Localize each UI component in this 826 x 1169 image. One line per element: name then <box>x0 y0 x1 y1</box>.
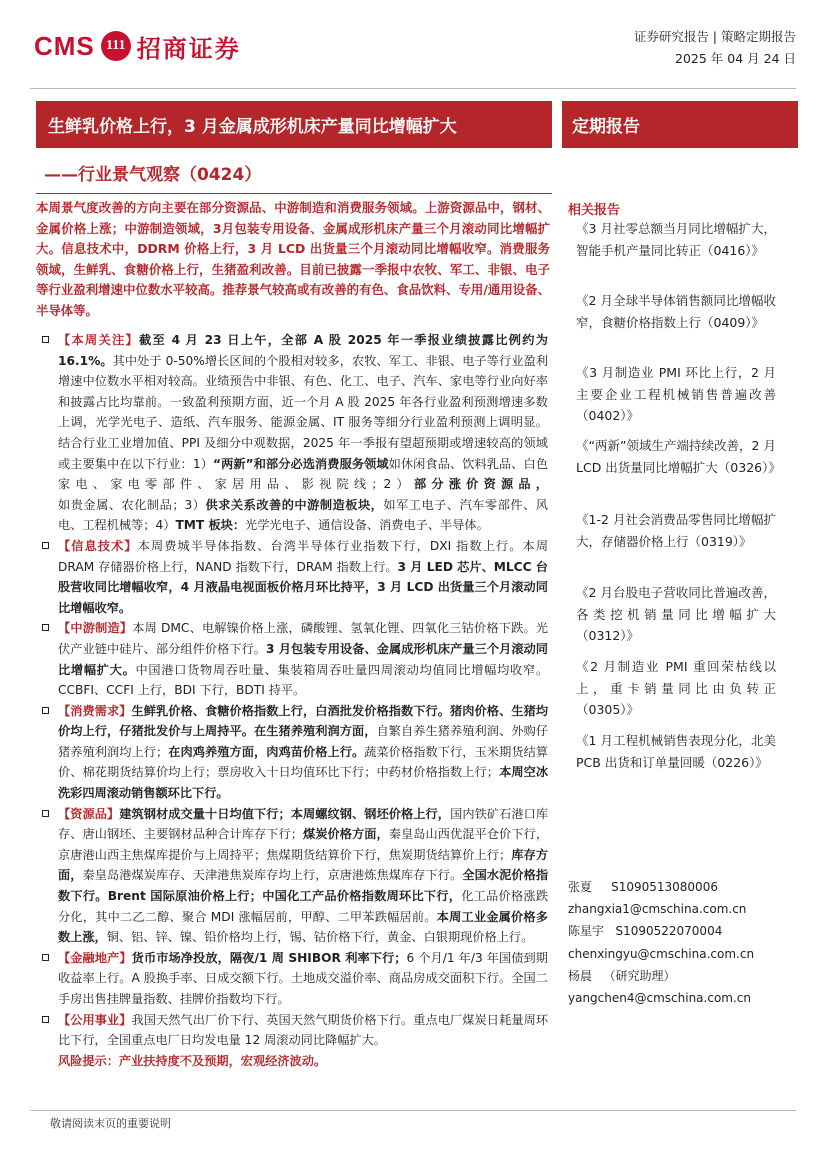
section-resources <box>40 804 548 948</box>
risk-warning: 风险提示：产业扶持度不及预期，宏观经济波动。 <box>58 1053 327 1068</box>
side-label: 定期报告 <box>562 101 798 148</box>
logo-text: CMS <box>34 30 95 61</box>
bold-text: 煤炭价格方面， <box>302 827 389 842</box>
bold-text: 库存方面， <box>58 847 549 883</box>
section-tag: 【消费需求】 <box>58 703 132 718</box>
bold-text: 建筑钢材成交量十日均值下行；本周螺纹钢、钢坯价格上行， <box>119 806 451 821</box>
bold-text: 部分涨价资源品， <box>413 477 548 492</box>
analyst-name: 张夏 <box>568 880 593 894</box>
bullet-square-icon <box>42 336 49 343</box>
company-logo <box>34 28 241 64</box>
bold-text: 截至 4 月 23 日上午，全部 A 股 2025 年一季报业绩披露比例约为 16.1%。 <box>58 333 548 368</box>
section-consumer-demand <box>40 701 548 804</box>
bold-text: 在肉鸡养殖方面，肉鸡苗价格上行。 <box>168 744 365 759</box>
bold-text: 生鲜乳价格、食糖价格指数上行，白酒批发价格指数下行。猪肉价格、生猪均价均上行，仔猪批发价与上周持平。在生猪养殖利润方面， <box>58 703 549 739</box>
related-report-link[interactable]: 《3 月社零总额当月同比增幅扩大，智能手机产量同比转正（0416）》 <box>576 221 776 258</box>
bold-text: 全国水泥价格指数下行。Brent 国际原油价格上行；中国化工产品价格指数周环比下行， <box>58 868 549 904</box>
summary-paragraph: 本周景气度改善的方向主要在部分资源品、中游制造和消费服务领域。上游资源品中，钢材、金属价格上涨；中游制造领域，3月包装专用设备、金属成形机床产量三个月滚动同比增幅扩大。信息技术中，DDRM 价格上行，3 月 LCD 出货量三个月滚动同比增幅收窄。消费服务领域，生鲜乳、食糖价格上行，生猪盈利改善。目前已披露一季报中农牧、军工、非银、电子等行业盈利增速中位数水平较高。推荐景气较高或有改善的有色、食品饮料、专用/通用设备、半导体等。 <box>36 200 550 318</box>
body-text: 如军工电子、汽车零部件、风电、工程机械等；4） <box>58 497 548 533</box>
body-text: 其中处于 0-50%增长区间的个股相对较多，农牧、军工、非银、电子等行业盈利增速中位数水平相对较高。业绩预告中非银、有色、化工、电子、汽车、家电等行业向好率和披露占比均靠前。一致盈利预期方面，近一个月 A 股 2025 年各行业盈利预测增速多数上调，光学光电子、造纸、汽车服务、能源金属、IT 服务等细分行业盈利预测上调明显。结合行业工业增加值、PPI 及细分中观数据，2025 年一季报有望超预期或增速较高的领域或主要集中在以下行业：1） <box>58 353 548 471</box>
bullet-square-icon <box>42 954 49 961</box>
related-report-link[interactable]: 《“两新”领域生产端持续改善，2 月 LCD 出货量同比增幅扩大（0326）》 <box>576 438 781 475</box>
related-report-link[interactable]: 《1-2 月社会消费品零售同比增幅扩大，存储器价格上行（0319）》 <box>576 512 776 549</box>
bullet-square-icon <box>42 624 49 631</box>
body-text: 秦皇岛港煤炭库存、天津港焦炭库存均上行，京唐港炼焦煤库存下行。 <box>82 868 463 883</box>
header-meta <box>634 26 796 70</box>
analyst-email[interactable]: yangchen4@cmschina.com.cn <box>568 991 751 1006</box>
report-date: 2025 年 04 月 24 日 <box>675 51 796 66</box>
report-subtitle: ——行业景气观察（0424） <box>44 165 262 185</box>
analyst-id: S1090513080006 <box>611 880 718 894</box>
footer-note: 敬请阅读末页的重要说明 <box>50 1117 171 1130</box>
report-type: 证券研究报告 | 策略定期报告 <box>633 29 796 44</box>
related-report-link[interactable]: 《2 月全球半导体销售额同比增幅收窄，食糖价格指数上行（0409）》 <box>576 293 776 330</box>
body-text: 我国天然气出厂价下行、英国天然气期货价格下行。重点电厂煤炭日耗量周环比下行，全国重点电厂日均发电量 12 周滚动同比降幅扩大。 <box>58 1012 549 1048</box>
section-tag: 【公用事业】 <box>58 1012 132 1027</box>
bullet-square-icon <box>42 542 49 549</box>
section-information-technology <box>40 536 548 618</box>
body-text: 光学光电子、通信设备、消费电子、半导体。 <box>245 518 489 533</box>
bold-text: “两新”和部分必选消费服务领域 <box>213 456 389 471</box>
report-title: 生鲜乳价格上行，3 月金属成形机床产量同比增幅扩大 <box>36 101 552 148</box>
body-text: 中国港口货物周吞吐量、集装箱周吞吐量四周滚动均值同比增幅均收窄。CCBFI、CCFI 上行，BDI 下行，BDTI 持平。 <box>58 662 549 698</box>
section-tag: 【本周关注】 <box>58 333 140 347</box>
bold-text: 货币市场净投放，隔夜/1 周 SHIBOR 利率下行； <box>131 950 407 965</box>
logo-badge-icon: 111 <box>101 31 131 61</box>
section-tag: 【信息技术】 <box>58 538 138 553</box>
analyst-entry <box>568 920 798 942</box>
body-text: 化工品价格涨跌分化，其中二乙二醇、聚合 MDI 涨幅居前，甲醇、二甲苯跌幅居前。 <box>58 889 549 924</box>
section-tag: 【中游制造】 <box>58 621 133 636</box>
related-reports-title: 相关报告 <box>568 203 621 218</box>
section-midstream-manufacturing <box>40 618 548 700</box>
bold-text: 本周工业金属价格多数上涨， <box>58 909 549 945</box>
related-report-link[interactable]: 《1 月工程机械销售表现分化，北美 PCB 出货和订单量回暖（0226）》 <box>576 733 776 770</box>
bold-text: 3 月 LED 芯片、MLCC 台股营收同比增幅收窄，4 月液晶电视面板价格月环比持平，3 月 LCD 出货量三个月滚动同比增幅收窄。 <box>58 559 548 615</box>
analyst-id: S1090522070004 <box>615 924 723 939</box>
body-text: 本周 DMC、电解镍价格上涨，磷酸锂、氢氧化锂、四氧化三钴价格下跌。光伏产业链中硅片、部分组件价格下行。 <box>58 621 548 656</box>
body-text: 自繁自养生猪养殖利润、外购仔猪养殖利润均上行； <box>58 724 549 759</box>
analyst-name: 杨晨 <box>568 968 593 983</box>
bold-text: 供求关系改善的中游制造板块， <box>205 497 384 512</box>
analyst-name: 陈星宇 <box>568 924 605 939</box>
body-text: 国内铁矿石港口库存、唐山钢坯、主要钢材品种合计库存下行； <box>58 806 549 842</box>
main-body <box>40 330 548 1071</box>
body-text: 铜、铝、锌、镍、铅价格均上行，锡、钴价格下行，黄金、白银期现价格上行。 <box>106 930 534 945</box>
related-report-link[interactable]: 《2 月制造业 PMI 重回荣枯线以上，重卡销量同比由负转正（0305）》 <box>576 659 776 717</box>
analyst-role: （研究助理） <box>603 968 676 983</box>
body-text: 如贵金属、农化制品；3） <box>58 497 206 512</box>
section-finance-real-estate <box>40 948 548 1010</box>
analyst-entry <box>568 965 798 987</box>
header-divider <box>30 88 796 89</box>
section-tag: 【资源品】 <box>58 806 120 821</box>
bullet-square-icon <box>42 1016 49 1023</box>
analyst-entry <box>568 876 798 898</box>
body-text: 秦皇岛山西优混平仓价下行，京唐港山西主焦煤库提价与上周持平；焦煤期货结算价下行，焦炭期货结算价上行； <box>58 827 549 862</box>
bold-text: 本周空冰洗彩四周滚动销售额环比下行。 <box>58 765 549 801</box>
bullet-square-icon <box>42 707 49 714</box>
bullet-square-icon <box>42 810 49 817</box>
footer-divider <box>30 1110 796 1111</box>
related-report-link[interactable]: 《2 月台股电子营收同比普遍改善，各类挖机销量同比增幅扩大（0312）》 <box>576 585 776 643</box>
body-text: 本周费城半导体指数、台湾半导体行业指数下行，DXI 指数上行。本周 DRAM 存储器价格上行，NAND 指数下行，DRAM 指数上行。 <box>58 538 549 574</box>
analyst-list <box>568 876 798 1009</box>
section-tag: 【金融地产】 <box>58 950 132 965</box>
analyst-email[interactable]: zhangxia1@cmschina.com.cn <box>568 902 747 917</box>
body-text: 蔬菜价格指数下行，玉米期货结算价、棉花期货结算价均上行；票房收入十日均值环比下行；中药材价格指数上行； <box>58 744 549 780</box>
section-utilities <box>40 1010 548 1051</box>
analyst-email[interactable]: chenxingyu@cmschina.com.cn <box>568 946 755 961</box>
body-text: 6 个月/1 年/3 年国债到期收益率上行。A 股换手率、日成交额下行。土地成交溢价率、商品房成交面积下行。全国二手房出售挂牌量指数、挂牌价指数均下行。 <box>58 950 548 1006</box>
subtitle-divider <box>36 193 552 194</box>
bold-text: 3 月包装专用设备、金属成形机床产量三个月滚动同比增幅扩大。 <box>58 641 548 677</box>
section-weekly-focus <box>40 330 548 536</box>
related-report-link[interactable]: 《3 月制造业 PMI 环比上行，2 月主要企业工程机械销售普遍改善（0402）》 <box>576 365 776 423</box>
logo-chinese-name: 招商证券 <box>136 34 241 63</box>
body-text: 如休闲食品、饮料乳品、白色家电、家电零部件、家居用品、影视院线；2） <box>58 456 549 492</box>
bold-text: TMT 板块： <box>175 518 246 533</box>
